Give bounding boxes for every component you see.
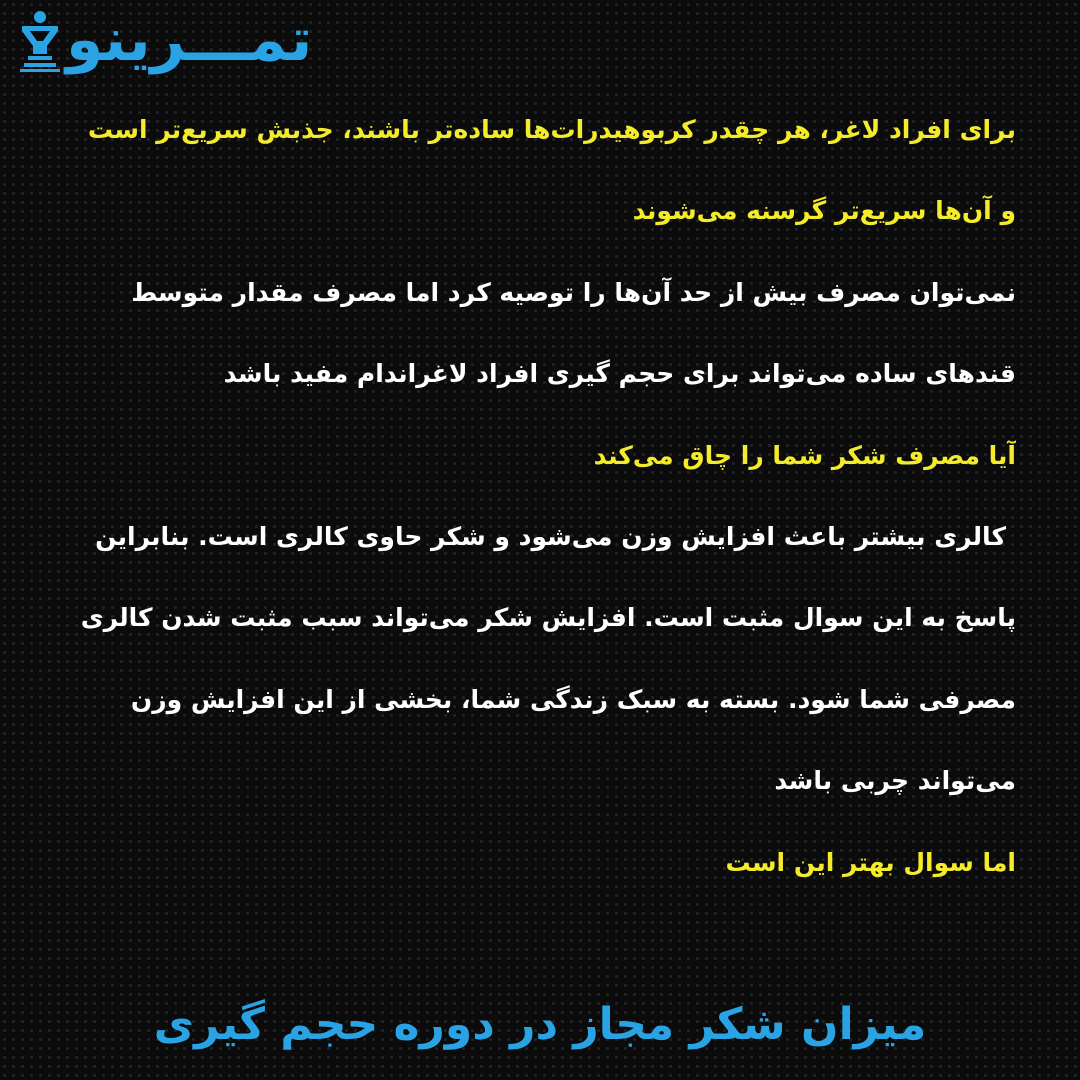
article-line-1: برای افراد لاغر، هر چقدر کربوهیدرات‌ها ساده‌تر باشند، جذبش سریع‌تر است: [87, 115, 1016, 144]
article-line-4: قندهای ساده می‌تواند برای حجم گیری افراد لاغراندام مفید باشد: [223, 359, 1016, 389]
brand-logo: [16, 5, 313, 75]
footer-title: میزان شکر مجاز در دوره حجم گیری: [153, 999, 927, 1050]
article-line-6: کالری بیشتر باعث افزایش وزن می‌شود و شکر حاوی کالری است. بنابراین: [95, 521, 1006, 551]
article-body: [60, 98, 1016, 912]
article-heading-question: آیا مصرف شکر شما را چاق می‌کند: [593, 440, 1016, 470]
article-line-3: نمی‌توان مصرف بیش از حد آن‌ها را توصیه کرد اما مصرف مقدار متوسط: [131, 277, 1016, 307]
article-closing-line: اما سوال بهتر این است: [725, 847, 1016, 877]
brand-name: تمـــرینو: [66, 5, 313, 75]
article-line-7: پاسخ به این سوال مثبت است. افزایش شکر می‌تواند سبب مثبت شدن کالری: [80, 603, 1016, 633]
article-line-9: می‌تواند چربی باشد: [774, 766, 1016, 796]
article-line-8: مصرفی شما شود. بسته به سبک زندگی شما، بخشی از این افزایش وزن: [130, 684, 1016, 714]
article-line-2: و آن‌ها سریع‌تر گرسنه می‌شوند: [632, 196, 1016, 226]
chess-pawn-trophy-icon: [16, 8, 64, 72]
